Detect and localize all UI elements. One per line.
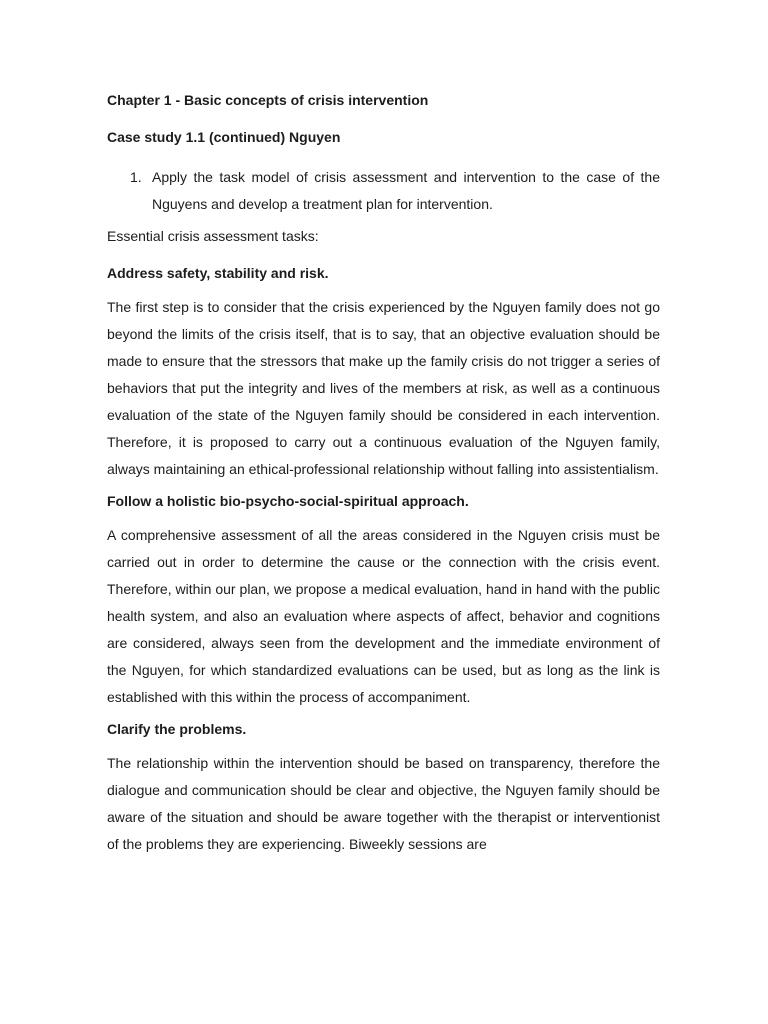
list-item-text: Apply the task model of crisis assessment and intervention to the case of the Nguyens and develop a treatment plan for intervention. [152, 169, 660, 212]
section-paragraph-safety: The first step is to consider that the crisis experienced by the Nguyen family does not go beyond the limits of the crisis itself, that is to say, that an objective evaluation should be made to ensure that the stressors that make up the family crisis do not trigger a series of behaviors that put the integrity and lives of the members at risk, as well as a continuous evaluation of the state of the Nguyen family should be considered in each intervention. Therefore, it is proposed to carry out a continuous evaluation of the Nguyen family, always maintaining an ethical-professional relationship without falling into assistentialism. [107, 299, 660, 477]
chapter-title: Chapter 1 - Basic concepts of crisis intervention [107, 92, 429, 108]
section-heading-holistic: Follow a holistic bio-psycho-social-spiritual approach. [107, 493, 469, 509]
section-heading-clarify: Clarify the problems. [107, 721, 247, 737]
intro-line: Essential crisis assessment tasks: [107, 228, 319, 244]
list-item [107, 164, 660, 218]
section-heading-safety: Address safety, stability and risk. [107, 265, 329, 281]
document-page [107, 90, 660, 866]
case-study-title: Case study 1.1 (continued) Nguyen [107, 129, 341, 145]
section-paragraph-holistic: A comprehensive assessment of all the areas considered in the Nguyen crisis must be carried out in order to determine the cause or the connection with the crisis event. Therefore, within our plan, we propose a medical evaluation, hand in hand with the public health system, and also an evaluation where aspects of affect, behavior and cognitions are considered, always seen from the development and the immediate environment of the Nguyen, for which standardized evaluations can be used, but as long as the link is established with this within the process of accompaniment. [107, 527, 660, 705]
section-paragraph-clarify: The relationship within the intervention should be based on transparency, therefore the dialogue and communication should be clear and objective, the Nguyen family should be aware of the situation and should be aware together with the therapist or interventionist of the problems they are experiencing. Biweekly sessions are [107, 755, 660, 852]
list-number: 1. [130, 169, 142, 185]
